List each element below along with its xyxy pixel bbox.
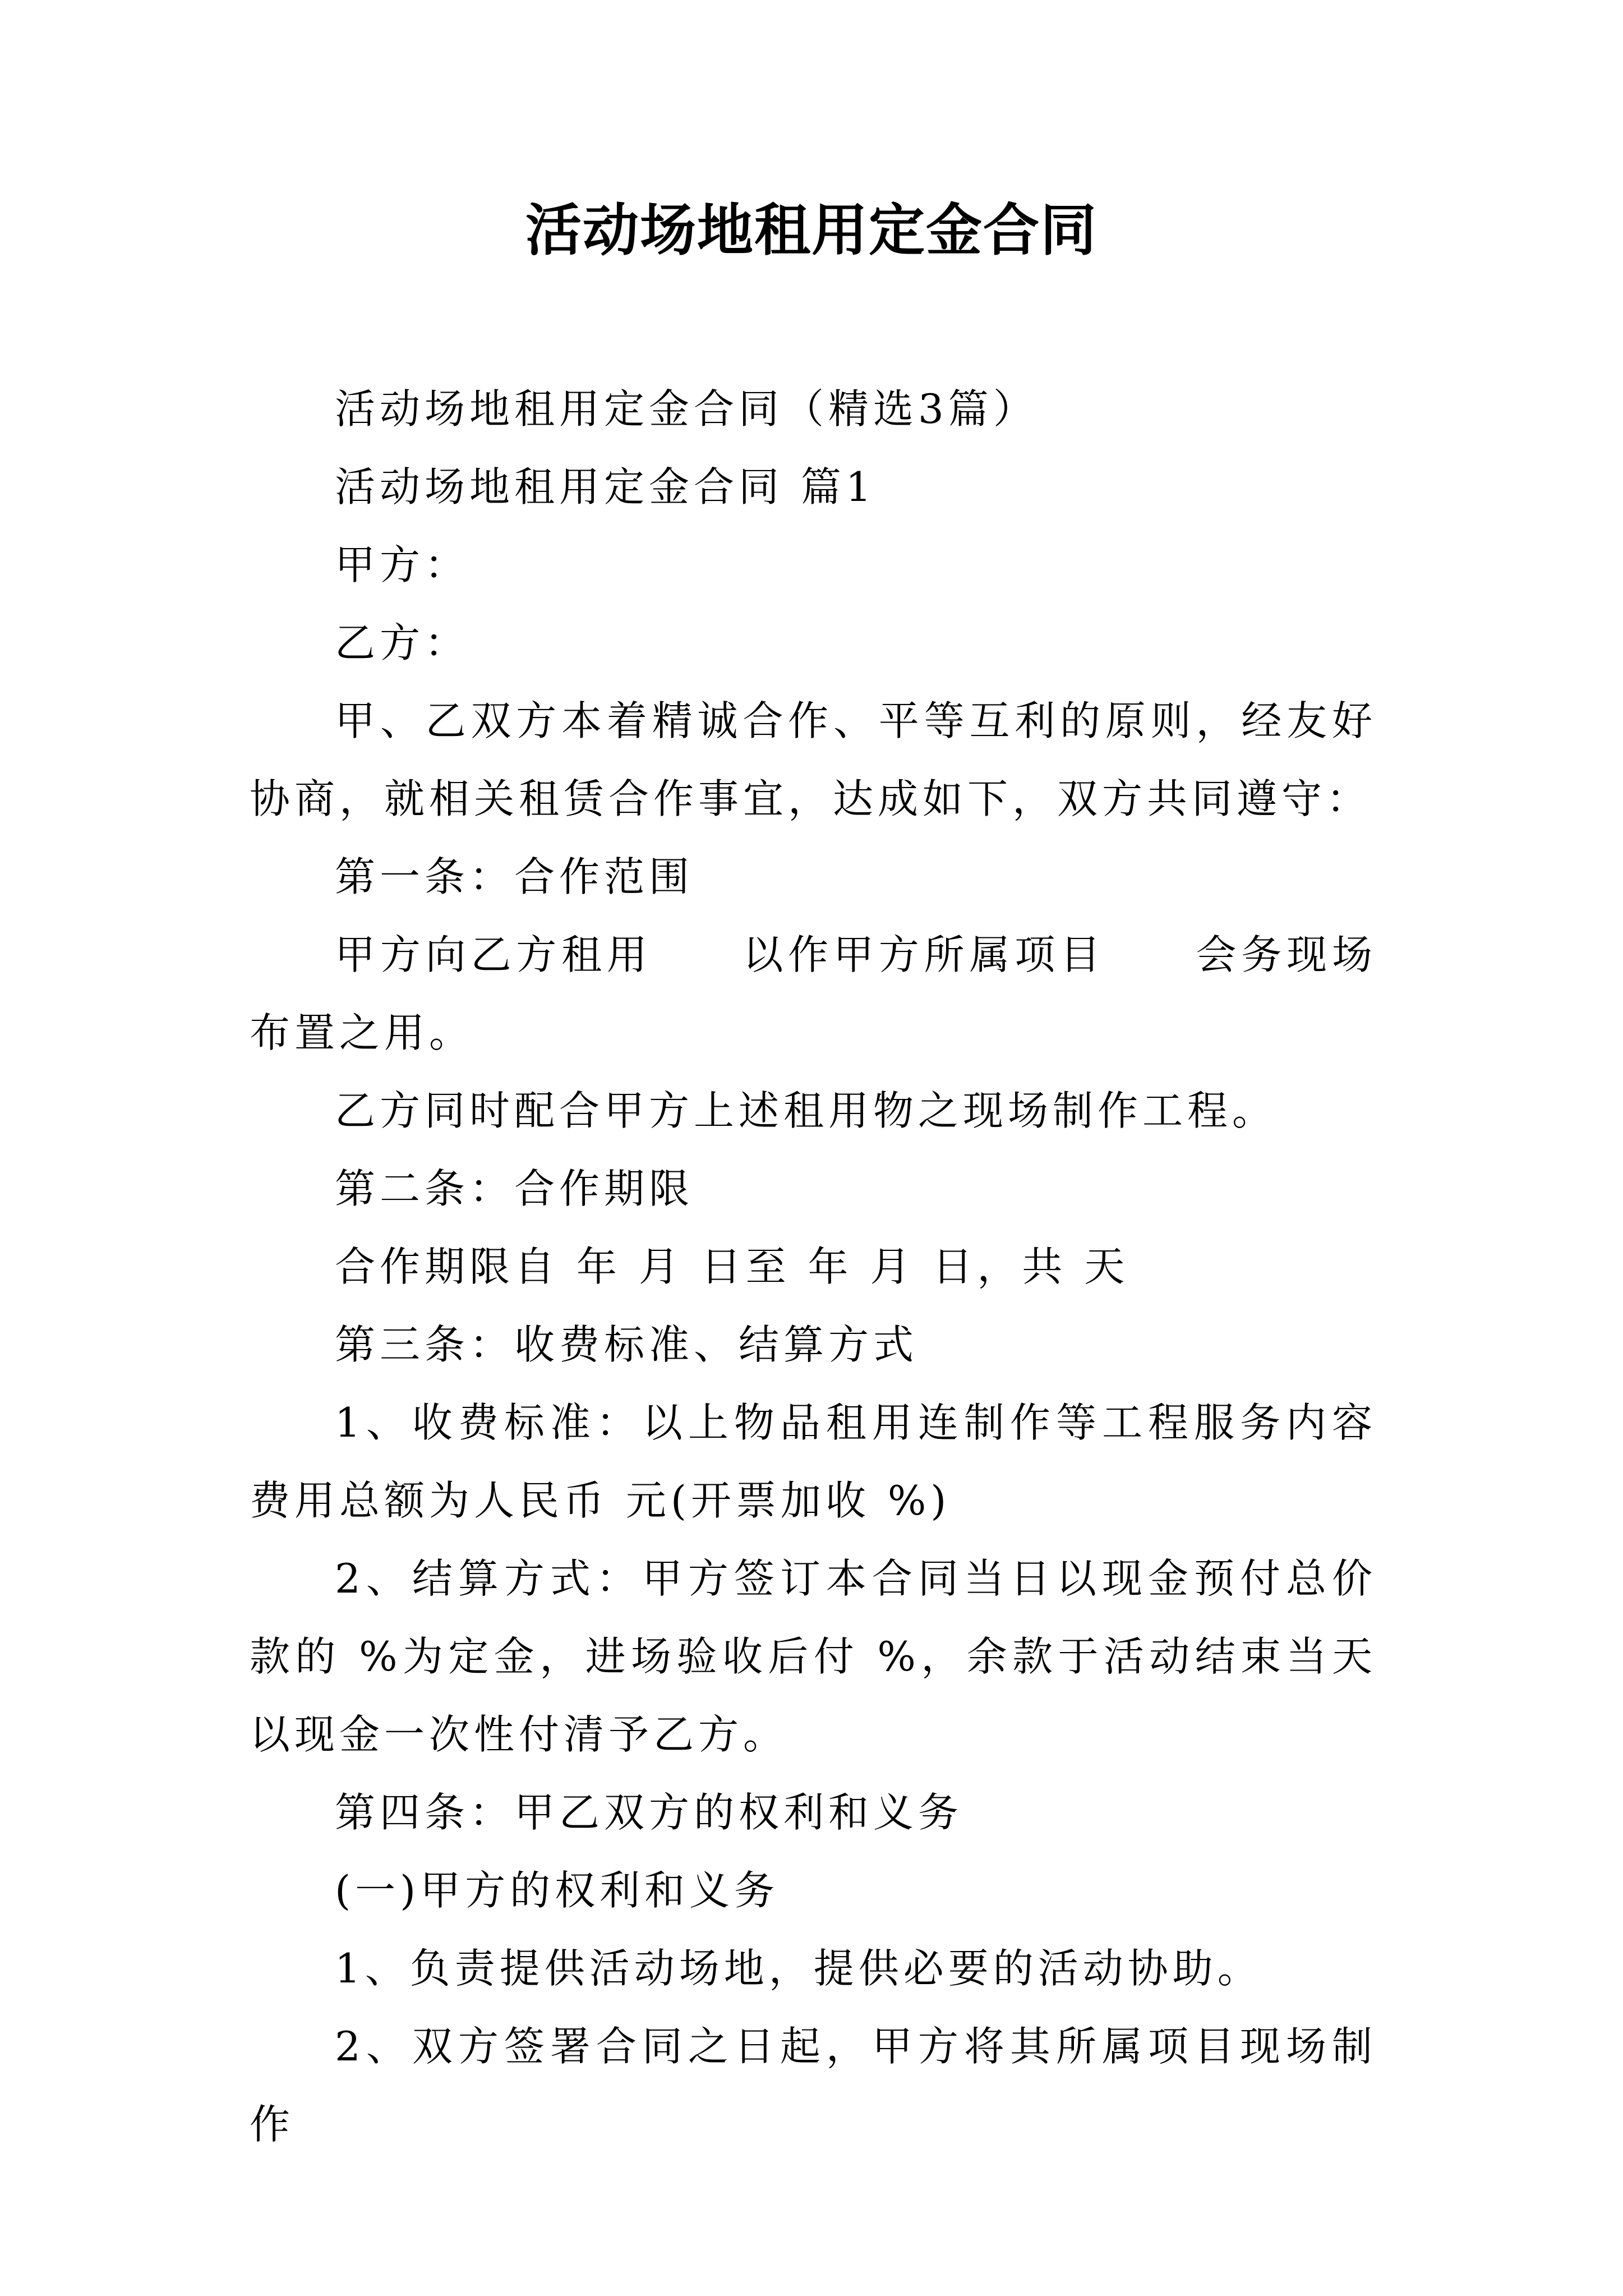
paragraph-party-b: 乙方： bbox=[335, 619, 470, 666]
article-3-fee-standard: 1、收费标准：以上物品租用连制作等工程服务内容费用总额为人民币 元(开票加收 %) bbox=[250, 1399, 1377, 1524]
article-1-heading: 第一条：合作范围 bbox=[335, 853, 694, 900]
paragraph-preamble: 甲、乙双方本着精诚合作、平等互利的原则，经友好协商，就相关租赁合作事宜，达成如下，双方共同遵守： bbox=[250, 697, 1377, 822]
paragraph-party-a: 甲方： bbox=[335, 541, 470, 588]
article-3-settlement: 2、结算方式：甲方签订本合同当日以现金预付总价款的 %为定金，进场验收后付 %，余款于活动结束当天以现金一次性付清予乙方。 bbox=[250, 1555, 1377, 1758]
article-1-text: 甲方向乙方租用 以作甲方所属项目 会务现场布置之用。 bbox=[250, 931, 1377, 1056]
document-title: 活动场地租用定金合同 bbox=[525, 197, 1098, 263]
article-4-item-2: 2、双方签署合同之日起，甲方将其所属项目现场制作 bbox=[250, 2023, 1377, 2148]
article-2-text: 合作期限自 年 月 日至 年 月 日，共 天 bbox=[335, 1243, 1129, 1290]
document-body bbox=[250, 370, 1377, 2164]
paragraph-part-heading: 活动场地租用定金合同 篇1 bbox=[335, 463, 876, 510]
article-1-text-2: 乙方同时配合甲方上述租用物之现场制作工程。 bbox=[335, 1087, 1278, 1134]
article-3-heading: 第三条：收费标准、结算方式 bbox=[335, 1321, 919, 1368]
article-4-subheading: (一)甲方的权利和义务 bbox=[335, 1867, 780, 1914]
paragraph-collection-title: 活动场地租用定金合同（精选3篇） bbox=[335, 385, 1038, 432]
article-4-item-1: 1、负责提供活动场地，提供必要的活动协助。 bbox=[335, 1945, 1262, 1992]
article-2-heading: 第二条：合作期限 bbox=[335, 1165, 694, 1212]
article-4-heading: 第四条：甲乙双方的权利和义务 bbox=[335, 1789, 963, 1836]
